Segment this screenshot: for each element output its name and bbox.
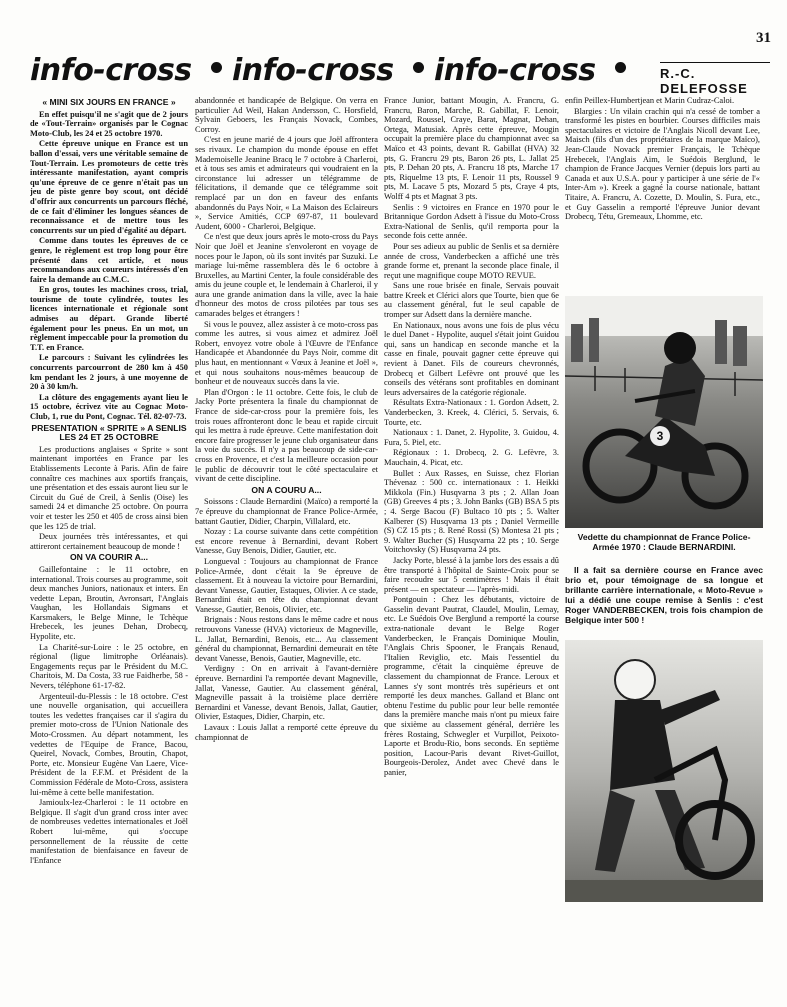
paragraph: Si vous le pouvez, allez assister à ce moto-cross pas comme les autres, si vous aimez et admirez Joël Robert, envoyez votre obole à l'Œuvre de l'Enfance Handicapée et Abandonnée du Pays Noir, comme dit plus haut, en mentionnant « Vœux à Jeanine et Joël », et qui nous souhaitons nous-mêmes beaucoup de bonheur et de nouveaux succès dans la vie. (195, 319, 378, 387)
paragraph: enfin Peillex-Humbertjean et Marin Cudraz-Caloi. (565, 96, 735, 105)
page-number: 31 (756, 30, 771, 46)
paragraph: En gros, toutes les machines cross, trial, tourisme de toute cylindrée, toutes les licences internationale et régionale sont admises au départ. Grande liberté également pour les pneus. En un mot, un règlement impeccable pour la promotion du T.T. en France. (30, 285, 188, 352)
section-banner (30, 53, 770, 96)
paragraph: Deux journées très intéressantes, et qui attireront certainement beaucoup de monde ! (30, 532, 188, 551)
paragraph: Senlis : 9 victoires en France en 1970 pour le Britannique Gordon Adsett à l'issue du Moto-Cross Extra-National de Senlis, qu'il remporta pour la seconde fois cette année. (384, 202, 559, 241)
paragraph: Comme dans toutes les épreuves de ce genre, le règlement est trop long pour être présenté dans cet article, et nous recommandons aux coureurs intéressés d'en faire la demande au C.M.C. (30, 236, 188, 284)
paragraph: France Junior, battant Mougin, A. Francru, G. Francru, Baron, Marche, R. Gabillat, F. Lenoir, Mozard, Roussel, Craye, Barat, Magnat, Dehan, Ortega, Matusiak. Après cette épreuve, Mougin occupait la première place du championnat avec sa Maïco et 43 points, devant R. Gabillat (HVA) 32 pts, G. Francru 29 pts, Baron 26 pts, L. Jallat 25 pts, P. Dehan 20 pts, A. Francru 18 pts, Marche 17 pts, Riquelme 13 pts, F. Lenoir 11 pts, Roussel 9 pts, M. Lacave 5 pts, Mozard 5 pts, Craye 4 pts, Wolff 4 pts et Magnat 3 pts. (384, 96, 559, 201)
headline-sprite: PRESENTATION « SPRITE » A SENLIS LES 24 ET 25 OCTOBRE (31, 422, 187, 443)
paragraph: Soissons : Claude Bernardini (Maïco) a remporté la 7e épreuve du championnat de France Police-Armée, battant Gautier, Didier, Charpin, Villalard, etc. (195, 497, 378, 526)
bullet-icon (615, 62, 626, 73)
paragraph: En Nationaux, nous avons une fois de plus vécu le duel Danet - Hypolite, auquel s'était joint Guidou qui, sans un handicap en seconde manche et la casse en finale, pouvait gagner cette épreuve qui revient à Danet. Fils de coureurs chevronnés, Drobecq et Gilbert Lefèvre ont prouvé que les conseils des vétérans sont profitables en dominant leurs adversaires de la catégorie régionale. (384, 320, 559, 397)
paragraph: Gaillefontaine : le 11 octobre, en international. Trois courses au programme, soit deux manches Juniors, nationaux et inters. En vedette Lepan, Broutin, Avronsart, l'Anglais Vaughan, les Hollandais Sigmans et Karsmakers, le Belge Minne, le Tchèque Hrebecek, les jeunes Dehan, Drobecq, Hypolite, etc. (30, 564, 188, 642)
paragraph: Les productions anglaises « Sprite » sont maintenant importées en France par les Etablissements Leconte à Paris. Afin de faire connaître ces machines aux sportifs français, une présentation et des essais auront lieu sur le Circuit du Gué de Creil, à Senlis (Oise) les samedi 24 et dimanche 25 octobre. On pourra voir et tester les 250 et 405 de cross ainsi bien que les 125 de trial. (30, 444, 188, 531)
column-4 (565, 96, 760, 312)
banner-title-1: info-cross (30, 53, 192, 88)
paragraph: Le parcours : Suivant les cylindrées les concurrents parcourront de 280 km à 450 km pendant les 2 jours, à une moyenne de 20 à 30 km/h. (30, 353, 188, 392)
paragraph: Nozay : La course suivante dans cette compétition est encore revenue à Bernardini, devant Robert Vanesse, Guy Benois, Didier, Gautier, etc. (195, 527, 378, 556)
banner-title-2: info-cross (232, 53, 394, 88)
banner-title-3: info-cross (434, 53, 596, 88)
paragraph: Nationaux : 1. Danet, 2. Hypolite, 3. Guidou, 4. Fura, 5. Piel, etc. (384, 428, 559, 447)
paragraph: Pontgouin : Chez les débutants, victoire de Gasselin devant Pautrat, Claudel, Moulin, Lemay, etc. Le Suédois Ove Berglund a remporté la course extra-nationale devant le Belge Roger Vanderbecken, le Français Dominique Moulin, l'Anglais Chris Spooner, le Français Renaud, l'Italien Reviglio, etc. Mais l'essentiel du programme, c'était la cinquième épreuve de classement du championnat de France. Leroux et Lannes s'y sont montrés très supérieurs et ont remporté les deux manches. Galland et Blanc ont obtenu l'estime du public pour leur belle remontée dans la première manche mais n'ont pu mieux faire que sixième au classement général, derrière les frères Rostaing, Schwegler et Vurpillot, Peixoto-Laporte et Brodu-Rio, bons seconds. En septième position, Lacour-Paris devant Rivet-Guillot, Bourgeois-Derolez, Andet avec Chevé dans le panier, (384, 595, 559, 777)
headline-mini-six-jours: « MINI SIX JOURS EN FRANCE » (42, 97, 176, 107)
paragraph: Plan d'Orgon : le 11 octobre. Cette fois, le club de Jacky Porte présentera la finale du championnat de France de side-car-cross pour la première fois, les trois roues affronteront donc le beau et rapide circuit qui les mettra à rude épreuve. Cette manifestation doit encore faire progresser le jeune club organisateur dans la voie du succès. Il n'y a pas beaucoup de side-car-cross en Provence, et c'est la meilleure occasion pour le public de découvrir tout le côté spectaculaire et vivant de cette discipline. (195, 387, 378, 484)
byline-rule (660, 62, 770, 63)
paragraph: Blargies : Un vilain crachin qui n'a cessé de tomber a transformé les pistes en bourbier. Courses difficiles mais spectaculaires et victoire de l'Anglais Nicoll devant Lee, Maisch (fils d'un des propriétaires de la marque Maïco), Jean-Claude Novack premier Français, le Tchèque Hrebecek, l'Anglais Aim, le Suédois Berglund, le champion de France Jacques Vernier (depuis lors parti au Canada et aux U.S.A. pour y participer à une série de l'« Inter-Am »). Kreek a gagné la course nationale, battant Titaire, A. Francru, A. Cozette, D. Moulin, S. Fura, etc., et Guy Gasselin a remporté l'épreuve Junior devant Drobecq, Tétu, Gremeaux, Lhomme, etc. (565, 106, 760, 222)
paragraph: En effet puisqu'il ne s'agit que de 2 jours de «Tout-Terrain» organisés par le Cognac Moto-Club, les 24 et 25 octobre 1970. (30, 109, 188, 138)
paragraph: Longueval : Toujours au championnat de France Police-Armée, dont c'était la 9e épreuve de classement. Et à nouveau la victoire pour Bernardini, devant Vanesse, Gautier, Estaques, Olivier. A ce stade, Bernardini était en tête du championnat devant Vanesse, Gautier, Benois, Olivier, etc. (195, 556, 378, 614)
paragraph: Régionaux : 1. Drobecq, 2. G. Lefèvre, 3. Mauchain, 4. Picat, etc. (384, 448, 559, 467)
paragraph: La clôture des engagements ayant lieu le 15 octobre, écrivez vite au Cognac Moto-Club, 1, rue du Pont, Cognac. Tél. 82-07-73. (30, 392, 188, 421)
paragraph: Cette épreuve unique en France est un ballon d'essai, vers une véritable semaine de Tout-Terrain. Les promoteurs de cette très intéressante manifestation, ayant compris qu'une épreuve de ce genre n'était pas un jeu de piste genre boy scout, ont décidé d'offrir aux concurrents un parcours fléché, de ce fait d'éliminer les longues séances de reconnaissance et de mettre tous les concurrents sur un pied d'égalité au départ. (30, 139, 188, 235)
headline-on-va-courir: ON VA COURIR A... (70, 552, 148, 563)
photo-2-caption: Il a fait sa dernière course en France avec brio et, pour témoignage de sa longue et brillante carrière internationale, « Moto-Revue » lui a dédié une coupe remise à Senlis : c'est Roger VANDERBECKEN, trois fois champion de Belgique inter 500 ! (565, 565, 763, 625)
headline-on-a-couru: ON A COURU A... (251, 484, 322, 495)
photo-1-caption: Vedette du championnat de France Police-Armée 1970 : Claude BERNARDINI. (577, 532, 751, 552)
paragraph: Bullet : Aux Rasses, en Suisse, chez Florian Thévenaz : 500 cc. internationaux : 1. Heikki Mikkola (Fin.) Husqvarna 3 pts ; 2. Allan Joan (GB) Greeves 4 pts ; 3. John Banks (GB) BSA 5 pts ; 4. Serge Bacou (F) Bultaco 10 pts ; 5. Walter Kalberer (S) Husqvarna 13 pts ; Daniel Vermeille (S) CZ 15 pts ; 8. René Rossi (S) Montesa 21 pts ; 9. Walter Bucher (S) Husqvarna 22 pts ; 10. Serge Voitchovsky (S) Husqvarna 24 pts. (384, 468, 559, 555)
column-3 (384, 96, 559, 996)
paragraph: Verdigny : On en arrivait à l'avant-dernière épreuve. Bernardini l'a remportée devant Magneville, Jallat, Vanesse, Gautier. Au classement général, Magneville passait à la troisième place derrière Bernardini et Vanesse, devant Benois, Jallat, Gautier, Olivier, Estaques, Didier, Charpin, etc. (195, 664, 378, 722)
photo-1-illustration (565, 296, 763, 528)
photo-motocross-rider-vanderbecken (565, 640, 763, 902)
paragraph: Lavaux : Louis Jallat a remporté cette épreuve du championnat de (195, 723, 378, 742)
paragraph: C'est en jeune marié de 4 jours que Joël affrontera ses rivaux. Le champion du monde épouse en effet Mademoiselle Jeanine Bracq le 7 octobre à Charleroi, et à tous ses amis et admirateurs qui voudraient en la circonstance lui adresser un télégramme de félicitations, il demande que ce télégramme soit remplacé par un don en faveur des enfants abandonnés du Pays Noir, « La Maison des Eclaireurs », Service Amitiés, CCP 697-87, 11 boulevard Audent, 6000 - Charleroi, Belgique. (195, 135, 378, 231)
paragraph: Brignais : Nous restons dans le même cadre et nous retrouvons Vanesse (HVA) victorieux de Magneville, L. Jallat, Bernardini, Benois, etc... Au classement général du championnat, Bernardini demeurait en tête devant Vanesse, Benois, Gautier, Magneville, etc. (195, 615, 378, 663)
byline: R.-C. DELEFOSSE (660, 66, 748, 96)
paragraph: Jamioulx-lez-Charleroi : le 11 octobre en Belgique. Il s'agit d'un grand cross inter avec de nombreuses vedettes internationales et Joël Robert lui-même, qui s'occupe personnellement de la réussite de cette manifestation de bienfaisance en faveur de l'Enfance (30, 798, 188, 865)
race-number: 3 (656, 429, 664, 443)
column-1 (30, 96, 188, 996)
paragraph: Résultats Extra-Nationaux : 1. Gordon Adsett, 2. Vanderbecken, 3. Kreek, 4. Clérici, 5. Servais, 6. Tourte, etc. (384, 398, 559, 427)
bullet-icon (211, 62, 222, 73)
photo-2-illustration (565, 640, 763, 902)
paragraph: Sans une roue brisée en finale, Servais pouvait battre Kreek et Clérici alors que Tourte, bien que 6e au classement général, fut le seul capable de tromper sur Adsett dans la dernière manche. (384, 281, 559, 320)
paragraph: abandonnée et handicapée de Belgique. On verra en particulier Ad Weil, Hakan Andersson, C. Horsfield, Sylvain Geboers, les Français Novack, Combes, Corroy. (195, 96, 378, 134)
bullet-icon (413, 62, 424, 73)
paragraph: La Charité-sur-Loire : le 25 octobre, en régional (ligue limitrophe Orléanais). Engagements reçus par le Président du M.C. Charitois, M. Da Costa, 33 rue Faidherbe, 58 - Nevers, téléphone 61-17-82. (30, 642, 188, 691)
paragraph: Argenteuil-du-Plessis : le 18 octobre. C'est une nouvelle organisation, qui accueillera toutes les vedettes françaises car il s'agira du premier moto-cross de l'Union Nationale des Moto-Crossmen. Au départ notamment, les vedettes de l'Equipe de France, Bacou, Queirel, Novack, Combes, Broutin, Chapot, Porte, etc. Monsieur Eugène Van Laere, Vice-Président de la F.F.M. et Président de la Commission Fédérale de Moto-Cross, assistera lui-même à cette belle manifestation. (30, 691, 188, 797)
column-2 (195, 96, 378, 996)
photo-motocross-rider-bernardini (565, 296, 763, 528)
paragraph: Jacky Porte, blessé à la jambe lors des essais a dû être transporté à l'hôpital de Sainte-Croix pour se faire recoudre sur 5 centimètres ! Mais il était présent — en spectateur — l'après-midi. (384, 555, 559, 594)
paragraph: Ce n'est que deux jours après le moto-cross du Pays Noir que Joël et Jeanine s'envoleront en voyage de noces pour le Japon, où ils sont invités par Suzuki. Le mariage lui-même rassemblera dès le 6 octobre à Bruxelles, au Martini Center, la foule considérable des amis du jeune couple et, le lendemain à Charleroi, il y aura une grande animation dans la ville, avec la haie d'honneur des motos de cross pilotées par tous ses camarades belges et étrangers ! (195, 232, 378, 319)
paragraph: Pour ses adieux au public de Senlis et sa dernière année de cross, Vanderbecken a affiché une très grande forme et, prenant la seconde place finale, il reçut une magnifique coupe MOTO REVUE. (384, 241, 559, 280)
